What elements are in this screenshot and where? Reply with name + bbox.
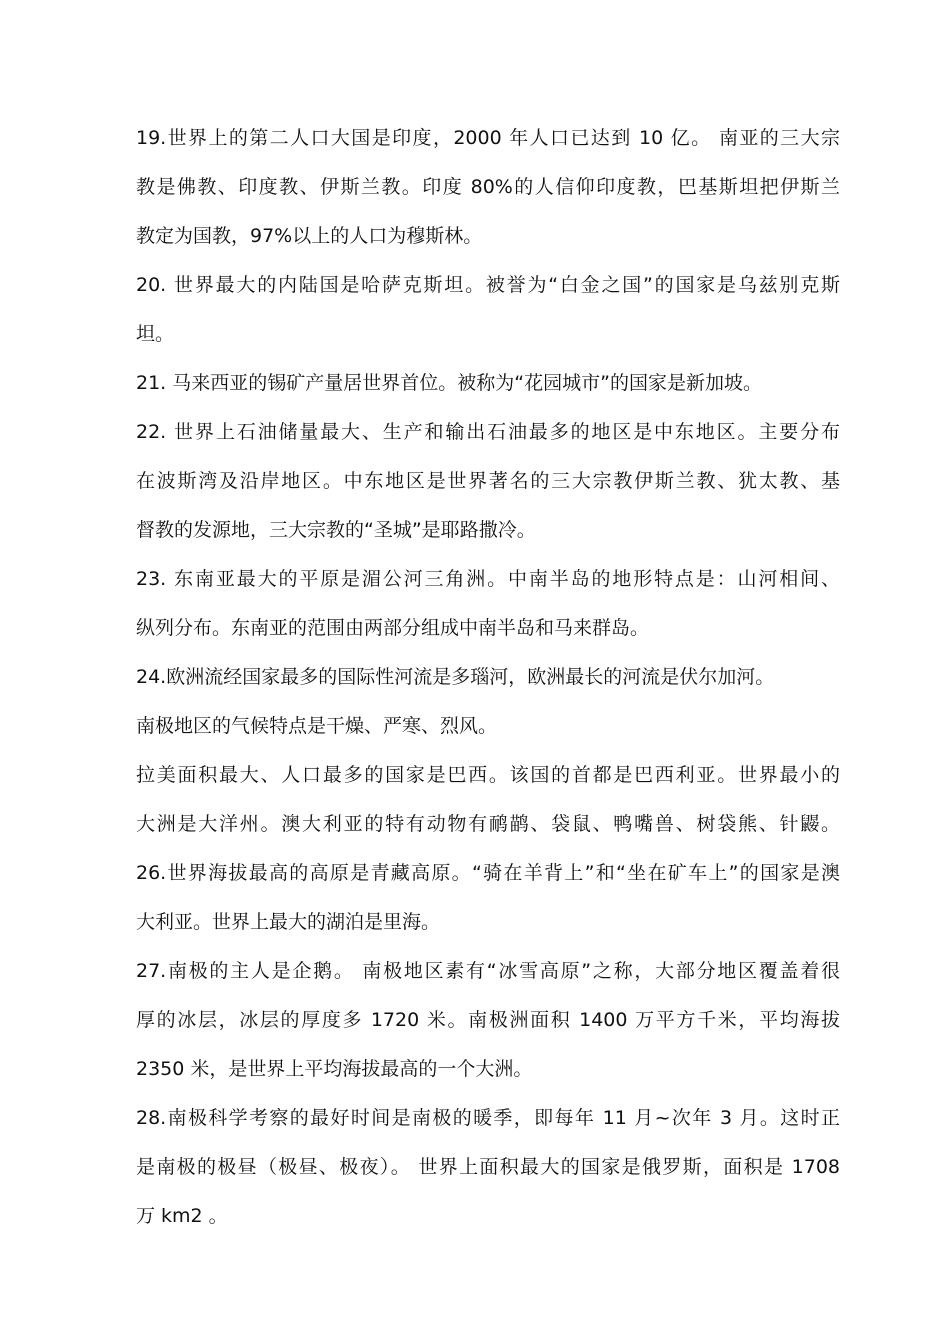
text-line: 26.世界海拔最高的高原是青藏高原。“骑在羊背上”和“坐在矿车上”的国家是澳 (136, 862, 840, 884)
text-line: 万 km2 。 (136, 1205, 228, 1227)
text-line: 纵列分布。东南亚的范围由两部分组成中南半岛和马来群岛。 (136, 617, 650, 639)
text-line: 22. 世界上石油储量最大、生产和输出石油最多的地区是中东地区。主要分布 (136, 421, 840, 443)
text-line: 在波斯湾及沿岸地区。中东地区是世界著名的三大宗教伊斯兰教、犹太教、基 (136, 470, 840, 492)
text-line: 28.南极科学考察的最好时间是南极的暖季，即每年 11 月~次年 3 月。这时正 (136, 1107, 840, 1129)
text-line: 大利亚。世界上最大的湖泊是里海。 (136, 911, 441, 933)
text-line: 教定为国教，97%以上的人口为穆斯林。 (136, 225, 483, 247)
text-line: 27.南极的主人是企鹅。 南极地区素有“冰雪高原”之称，大部分地区覆盖着很 (136, 960, 840, 982)
text-line: 24.欧洲流经国家最多的国际性河流是多瑙河，欧洲最长的河流是伏尔加河。 (136, 666, 775, 688)
text-line: 南极地区的气候特点是干燥、严寒、烈风。 (136, 715, 498, 737)
text-line: 20. 世界最大的内陆国是哈萨克斯坦。被誉为“白金之国”的国家是乌兹别克斯 (136, 274, 840, 296)
text-line: 2350 米，是世界上平均海拔最高的一个大洲。 (136, 1058, 533, 1080)
text-line: 拉美面积最大、人口最多的国家是巴西。该国的首都是巴西利亚。世界最小的 (136, 764, 840, 786)
text-line: 是南极的极昼（极昼、极夜）。 世界上面积最大的国家是俄罗斯，面积是 1708 (136, 1156, 840, 1178)
text-line: 21. 马来西亚的锡矿产量居世界首位。被称为“花园城市”的国家是新加坡。 (136, 372, 762, 394)
text-line: 厚的冰层，冰层的厚度多 1720 米。南极洲面积 1400 万平方千米，平均海拔 (136, 1009, 840, 1031)
text-line: 23. 东南亚最大的平原是湄公河三角洲。中南半岛的地形特点是：山河相间、 (136, 568, 840, 590)
document-body (136, 120, 840, 1247)
text-line: 大洲是大洋州。澳大利亚的特有动物有鸸鹋、袋鼠、鸭嘴兽、树袋熊、针鼹。 (136, 813, 840, 835)
text-line: 19.世界上的第二人口大国是印度，2000 年人口已达到 10 亿。 南亚的三大宗 (136, 127, 840, 149)
text-line: 督教的发源地，三大宗教的“圣城”是耶路撒冷。 (136, 519, 536, 541)
text-line: 教是佛教、印度教、伊斯兰教。印度 80%的人信仰印度教，巴基斯坦把伊斯兰 (136, 176, 840, 198)
text-line: 坦。 (136, 323, 175, 345)
